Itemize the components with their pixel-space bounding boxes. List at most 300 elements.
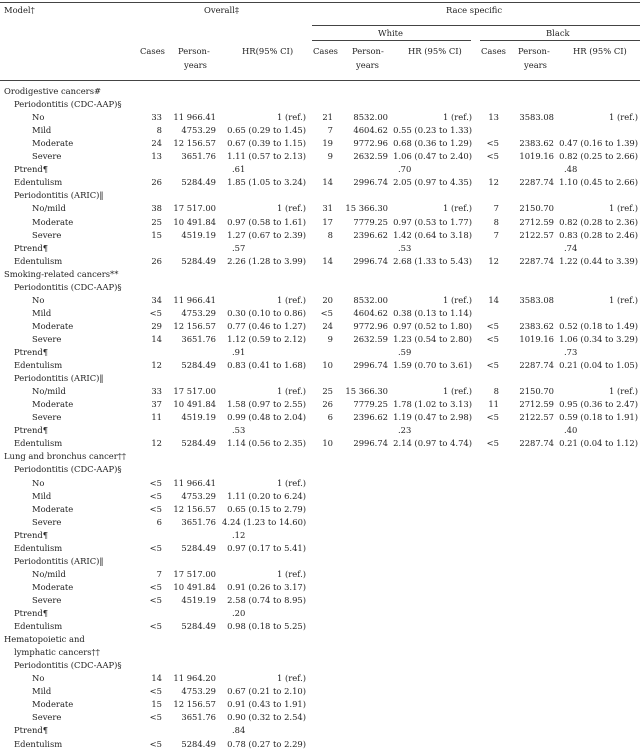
overall-hr: 0.67 (0.21 to 2.10) [227, 686, 306, 697]
table-row [0, 332, 640, 346]
table-row [0, 110, 640, 124]
white-person-years: 9772.96 [353, 138, 388, 149]
black-cases-header: Cases [481, 46, 506, 56]
table-row [0, 319, 640, 333]
white-hr: 0.97 (0.52 to 1.80) [393, 320, 472, 331]
table-row [0, 567, 640, 581]
black-cases: <5 [486, 151, 499, 162]
overall-person-years: 3651.76 [181, 151, 216, 162]
table-row [0, 267, 640, 281]
race-specific-header: Race specific [446, 5, 503, 15]
row-label: Edentulism [14, 255, 63, 266]
overall-cases: 6 [156, 516, 162, 527]
overall-p-trend: .91 [232, 347, 246, 357]
black-person-years: 2150.70 [519, 386, 554, 397]
black-cases: <5 [486, 333, 499, 344]
table-row [0, 619, 640, 633]
table-row [0, 293, 640, 307]
white-person-years: 4604.62 [353, 125, 388, 136]
overall-hr: 1 (ref.) [277, 112, 306, 123]
table-row [0, 528, 640, 542]
white-person-years: 8532.00 [353, 112, 388, 123]
row-label: Mild [32, 686, 52, 697]
black-person-years: 2383.62 [519, 320, 554, 331]
white-p-trend: .53 [398, 242, 412, 253]
overall-cases: <5 [149, 686, 162, 697]
overall-cases: 37 [151, 399, 162, 410]
overall-hr: 0.97 (0.58 to 1.61) [227, 216, 306, 227]
row-label: Severe [32, 594, 62, 605]
overall-person-years-header-1: Person- [178, 46, 210, 56]
overall-hr: 4.24 (1.23 to 14.60) [222, 516, 307, 527]
white-hr: 0.97 (0.53 to 1.77) [393, 216, 472, 227]
row-label: Mild [32, 125, 52, 136]
overall-person-years: 12 156.57 [173, 320, 216, 331]
black-person-years: 2287.74 [519, 255, 554, 266]
header-bottom-rule [0, 80, 640, 81]
white-cases: 19 [322, 138, 333, 149]
top-rule [0, 2, 640, 3]
subgroup-rule-black [480, 40, 640, 41]
white-person-years: 2632.59 [353, 333, 388, 344]
race-rule [312, 25, 640, 26]
table-row [0, 554, 640, 568]
white-person-years: 2996.74 [353, 438, 388, 449]
row-label: Ptrend¶ [14, 164, 49, 175]
overall-person-years: 11 966.41 [173, 294, 216, 305]
table-row [0, 241, 640, 255]
row-label: Edentulism [14, 360, 63, 371]
row-label: Hematopoietic and [4, 634, 85, 645]
white-cases: 7 [327, 125, 333, 136]
black-cases: <5 [486, 138, 499, 149]
row-label: No/mild [32, 568, 66, 579]
white-header: White [378, 28, 404, 38]
overall-person-years: 5284.49 [181, 738, 216, 749]
overall-hr: 1 (ref.) [277, 568, 306, 579]
overall-cases: 34 [151, 294, 162, 305]
overall-hr: 0.78 (0.27 to 2.29) [227, 738, 306, 749]
black-person-years-header-1: Person- [518, 46, 550, 56]
overall-person-years-header-2: years [184, 60, 207, 70]
overall-hr: 0.65 (0.15 to 2.79) [227, 503, 306, 514]
row-label: Ptrend¶ [14, 608, 49, 618]
overall-p-trend: .57 [232, 242, 246, 253]
overall-cases: 12 [151, 438, 162, 449]
overall-person-years: 5284.49 [181, 177, 216, 188]
table-row [0, 541, 640, 555]
row-label: Severe [32, 333, 62, 344]
overall-hr: 2.26 (1.28 to 3.99) [227, 255, 306, 266]
white-person-years: 2996.74 [353, 255, 388, 266]
black-cases: 12 [488, 177, 499, 188]
white-hr: 1.78 (1.02 to 3.13) [393, 399, 472, 410]
white-person-years: 2996.74 [353, 177, 388, 188]
row-label: Periodontitis (CDC-AAP)§ [14, 281, 122, 292]
row-label: Moderate [32, 320, 74, 331]
overall-cases: 15 [151, 699, 162, 710]
row-label: Periodontitis (ARIC)‖ [14, 555, 104, 566]
white-hr-header: HR (95% CI) [408, 46, 462, 56]
table-row [0, 684, 640, 698]
overall-person-years: 4519.19 [181, 594, 216, 605]
row-label: Moderate [32, 399, 74, 410]
table-row [0, 462, 640, 476]
table-row [0, 410, 640, 424]
overall-person-years: 5284.49 [181, 360, 216, 371]
white-cases: 10 [322, 360, 333, 371]
overall-person-years: 12 156.57 [173, 699, 216, 710]
row-label: Edentulism [14, 542, 63, 553]
subgroup-rule-white [312, 40, 471, 41]
white-cases: 17 [322, 216, 333, 227]
overall-cases: <5 [149, 621, 162, 632]
black-p-trend: .48 [564, 164, 578, 175]
overall-person-years: 4753.29 [181, 307, 216, 318]
white-p-trend: .59 [398, 347, 412, 357]
table-row [0, 254, 640, 268]
row-label: Periodontitis (CDC-AAP)§ [14, 660, 122, 671]
black-cases: <5 [486, 360, 499, 371]
table-row [0, 697, 640, 711]
black-person-years: 2383.62 [519, 138, 554, 149]
overall-person-years: 17 517.00 [173, 203, 216, 214]
overall-cases: 25 [151, 216, 162, 227]
row-label: Periodontitis (CDC-AAP)§ [14, 99, 122, 110]
overall-cases: 33 [151, 112, 162, 123]
white-cases: 14 [322, 177, 333, 188]
row-label: Moderate [32, 216, 74, 227]
overall-cases: 7 [156, 568, 162, 579]
table-row [0, 476, 640, 490]
white-cases: 8 [327, 229, 333, 240]
row-label: No [32, 112, 45, 123]
black-hr: 1.10 (0.45 to 2.66) [559, 177, 638, 188]
white-person-years: 7779.25 [353, 216, 388, 227]
table-row [0, 593, 640, 607]
overall-cases: <5 [149, 738, 162, 749]
white-hr: 1 (ref.) [443, 112, 472, 123]
black-hr: 0.95 (0.36 to 2.47) [559, 399, 638, 410]
overall-hr: 1 (ref.) [277, 673, 306, 684]
black-cases: 8 [493, 216, 499, 227]
white-person-years-header-1: Person- [352, 46, 384, 56]
table-row [0, 489, 640, 503]
black-hr: 1 (ref.) [609, 386, 638, 397]
white-hr: 2.05 (0.97 to 4.35) [393, 177, 472, 188]
overall-person-years: 4519.19 [181, 229, 216, 240]
black-hr: 1 (ref.) [609, 294, 638, 305]
table-row [0, 175, 640, 189]
table-row [0, 201, 640, 215]
row-label: Ptrend¶ [14, 425, 49, 436]
model-header: Model† [4, 5, 35, 15]
overall-hr: 1.58 (0.97 to 2.55) [227, 399, 306, 410]
row-label: Mild [32, 490, 52, 501]
black-person-years: 2287.74 [519, 360, 554, 371]
row-label: Severe [32, 412, 62, 423]
black-header: Black [546, 28, 570, 38]
table-row [0, 502, 640, 516]
overall-person-years: 5284.49 [181, 255, 216, 266]
white-hr: 0.55 (0.23 to 1.33) [393, 125, 472, 136]
overall-hr: 1.85 (1.05 to 3.24) [227, 177, 306, 188]
table-row [0, 606, 640, 620]
row-label: Ptrend¶ [14, 347, 49, 357]
row-label: Moderate [32, 581, 74, 592]
overall-hr: 1 (ref.) [277, 386, 306, 397]
table-row [0, 723, 640, 737]
white-cases: 26 [322, 399, 333, 410]
table-row [0, 371, 640, 385]
table-row [0, 645, 640, 659]
overall-cases: <5 [149, 477, 162, 488]
white-hr: 1.59 (0.70 to 3.61) [393, 360, 472, 371]
black-person-years-header-2: years [524, 60, 547, 70]
table-row [0, 345, 640, 359]
overall-person-years: 4519.19 [181, 412, 216, 423]
overall-person-years: 5284.49 [181, 621, 216, 632]
overall-hr: 0.91 (0.26 to 3.17) [227, 581, 306, 592]
overall-person-years: 5284.49 [181, 438, 216, 449]
black-hr: 1.06 (0.34 to 3.29) [559, 333, 638, 344]
overall-person-years: 4753.29 [181, 686, 216, 697]
overall-hr: 1 (ref.) [277, 477, 306, 488]
black-p-trend: .74 [564, 242, 578, 253]
overall-hr: 1 (ref.) [277, 203, 306, 214]
overall-p-trend: .12 [232, 529, 246, 540]
black-cases: 7 [493, 229, 499, 240]
table-row [0, 671, 640, 685]
black-cases: 8 [493, 386, 499, 397]
black-cases: 11 [488, 399, 499, 410]
overall-hr: 0.83 (0.41 to 1.68) [227, 360, 306, 371]
overall-person-years: 17 517.00 [173, 568, 216, 579]
white-cases: 14 [322, 255, 333, 266]
black-hr: 1 (ref.) [609, 112, 638, 123]
black-hr: 0.52 (0.18 to 1.49) [559, 320, 638, 331]
overall-cases: 38 [151, 203, 162, 214]
overall-person-years: 3651.76 [181, 516, 216, 527]
overall-cases: 26 [151, 255, 162, 266]
overall-hr: 2.58 (0.74 to 8.95) [227, 594, 306, 605]
white-cases: 9 [327, 333, 333, 344]
overall-cases: <5 [149, 581, 162, 592]
white-cases-header: Cases [313, 46, 338, 56]
row-label: Periodontitis (ARIC)‖ [14, 190, 104, 201]
overall-person-years: 10 491.84 [173, 216, 216, 227]
white-person-years: 2396.62 [353, 229, 388, 240]
overall-person-years: 3651.76 [181, 712, 216, 723]
black-hr: 0.47 (0.16 to 1.39) [559, 138, 638, 149]
table-row [0, 358, 640, 372]
black-person-years: 2287.74 [519, 438, 554, 449]
overall-p-trend: .53 [232, 425, 246, 436]
overall-cases: <5 [149, 712, 162, 723]
white-person-years: 7779.25 [353, 399, 388, 410]
row-label: Moderate [32, 503, 74, 514]
black-cases: 12 [488, 255, 499, 266]
overall-p-trend: .84 [232, 725, 246, 736]
white-hr: 0.68 (0.36 to 1.29) [393, 138, 472, 149]
overall-person-years: 5284.49 [181, 542, 216, 553]
overall-hr: 0.30 (0.10 to 0.86) [227, 307, 306, 318]
overall-person-years: 10 491.84 [173, 581, 216, 592]
overall-hr: 1 (ref.) [277, 294, 306, 305]
row-label: Edentulism [14, 621, 63, 632]
table-row [0, 280, 640, 294]
white-hr: 1 (ref.) [443, 203, 472, 214]
overall-person-years: 12 156.57 [173, 138, 216, 149]
overall-person-years: 11 964.20 [173, 673, 216, 684]
overall-hr: 0.67 (0.39 to 1.15) [227, 138, 306, 149]
black-hr: 0.21 (0.04 to 1.12) [559, 438, 638, 449]
white-hr: 0.38 (0.13 to 1.14) [393, 307, 472, 318]
table-row [0, 97, 640, 111]
black-hr: 0.83 (0.28 to 2.46) [559, 229, 638, 240]
overall-person-years: 4753.29 [181, 125, 216, 136]
white-p-trend: .23 [398, 425, 412, 436]
table-row [0, 188, 640, 202]
white-hr: 1.23 (0.54 to 2.80) [393, 333, 472, 344]
white-hr: 2.14 (0.97 to 4.74) [393, 438, 472, 449]
row-label: Orodigestive cancers# [4, 86, 102, 96]
overall-cases: 15 [151, 229, 162, 240]
overall-person-years: 11 966.41 [173, 112, 216, 123]
white-cases: 25 [322, 386, 333, 397]
row-label: No [32, 477, 45, 488]
overall-hr: 1.12 (0.59 to 2.12) [227, 333, 306, 344]
row-label: Edentulism [14, 438, 63, 449]
overall-cases: 11 [151, 412, 162, 423]
overall-hr-header: HR(95% CI) [242, 46, 294, 56]
table-row [0, 632, 640, 646]
black-person-years: 2712.59 [519, 216, 554, 227]
row-label: Lung and bronchus cancer†† [4, 451, 127, 462]
overall-cases: 24 [151, 138, 162, 149]
white-person-years: 15 366.30 [345, 386, 388, 397]
white-person-years-header-2: years [356, 60, 379, 70]
row-label: No/mild [32, 203, 66, 214]
white-person-years: 2996.74 [353, 360, 388, 371]
overall-hr: 0.97 (0.17 to 5.41) [227, 542, 306, 553]
white-person-years: 4604.62 [353, 307, 388, 318]
white-hr: 1.42 (0.64 to 3.18) [393, 229, 472, 240]
row-label: Moderate [32, 138, 74, 149]
overall-hr: 0.91 (0.43 to 1.91) [227, 699, 306, 710]
overall-cases: <5 [149, 307, 162, 318]
black-hr: 0.82 (0.28 to 2.36) [559, 216, 638, 227]
table-row [0, 228, 640, 242]
white-cases: 21 [322, 112, 333, 123]
overall-header: Overall‡ [204, 5, 240, 15]
black-person-years: 3583.08 [519, 294, 554, 305]
black-cases: <5 [486, 438, 499, 449]
table-row [0, 306, 640, 320]
row-label: No [32, 294, 45, 305]
overall-person-years: 4753.29 [181, 490, 216, 501]
black-person-years: 2712.59 [519, 399, 554, 410]
white-cases: 20 [322, 294, 333, 305]
table-row [0, 449, 640, 463]
white-person-years: 2632.59 [353, 151, 388, 162]
table-row [0, 123, 640, 137]
row-label: Severe [32, 229, 62, 240]
overall-cases: <5 [149, 542, 162, 553]
row-label: Periodontitis (ARIC)‖ [14, 373, 104, 384]
table-row [0, 436, 640, 450]
row-label: lymphatic cancers†† [14, 647, 100, 658]
row-label: Edentulism [14, 177, 63, 188]
black-hr: 0.59 (0.18 to 1.91) [559, 412, 638, 423]
black-p-trend: .73 [564, 347, 578, 357]
overall-hr: 1.27 (0.67 to 2.39) [227, 229, 306, 240]
overall-person-years: 17 517.00 [173, 386, 216, 397]
row-label: Ptrend¶ [14, 725, 49, 736]
table-row [0, 84, 640, 98]
white-cases: 6 [327, 412, 333, 423]
row-label: Mild [32, 307, 52, 318]
white-p-trend: .70 [398, 164, 412, 175]
row-label: No [32, 673, 45, 684]
white-hr: 1.06 (0.47 to 2.40) [393, 151, 472, 162]
overall-hr: 0.65 (0.29 to 1.45) [227, 125, 306, 136]
black-person-years: 2287.74 [519, 177, 554, 188]
table-row [0, 162, 640, 176]
table-row [0, 136, 640, 150]
overall-cases: 14 [151, 673, 162, 684]
overall-cases-header: Cases [140, 46, 165, 56]
black-person-years: 1019.16 [519, 333, 554, 344]
table-row [0, 515, 640, 529]
row-label: Severe [32, 712, 62, 723]
overall-cases: 13 [151, 151, 162, 162]
row-label: Edentulism [14, 738, 63, 749]
overall-cases: 29 [151, 320, 162, 331]
white-person-years: 15 366.30 [345, 203, 388, 214]
overall-hr: 1.14 (0.56 to 2.35) [227, 438, 306, 449]
white-person-years: 8532.00 [353, 294, 388, 305]
white-person-years: 2396.62 [353, 412, 388, 423]
black-hr: 1.22 (0.44 to 3.39) [559, 255, 638, 266]
white-cases: <5 [320, 307, 333, 318]
black-hr: 1 (ref.) [609, 203, 638, 214]
black-cases: <5 [486, 412, 499, 423]
black-person-years: 2150.70 [519, 203, 554, 214]
overall-hr: 0.98 (0.18 to 5.25) [227, 621, 306, 632]
table-row [0, 149, 640, 163]
row-label: Severe [32, 516, 62, 527]
black-hr: 0.82 (0.25 to 2.66) [559, 151, 638, 162]
white-hr: 1 (ref.) [443, 294, 472, 305]
overall-person-years: 3651.76 [181, 333, 216, 344]
white-cases: 31 [322, 203, 333, 214]
overall-cases: 12 [151, 360, 162, 371]
row-label: No/mild [32, 386, 66, 397]
overall-hr: 1.11 (0.20 to 6.24) [227, 490, 306, 501]
white-hr: 1 (ref.) [443, 386, 472, 397]
overall-cases: 14 [151, 333, 162, 344]
white-hr: 2.68 (1.33 to 5.43) [393, 255, 472, 266]
black-hr: 0.21 (0.04 to 1.05) [559, 360, 638, 371]
overall-cases: <5 [149, 490, 162, 501]
black-person-years: 2122.57 [519, 412, 554, 423]
overall-person-years: 11 966.41 [173, 477, 216, 488]
white-person-years: 9772.96 [353, 320, 388, 331]
white-cases: 10 [322, 438, 333, 449]
row-label: Ptrend¶ [14, 529, 49, 540]
overall-cases: <5 [149, 503, 162, 514]
